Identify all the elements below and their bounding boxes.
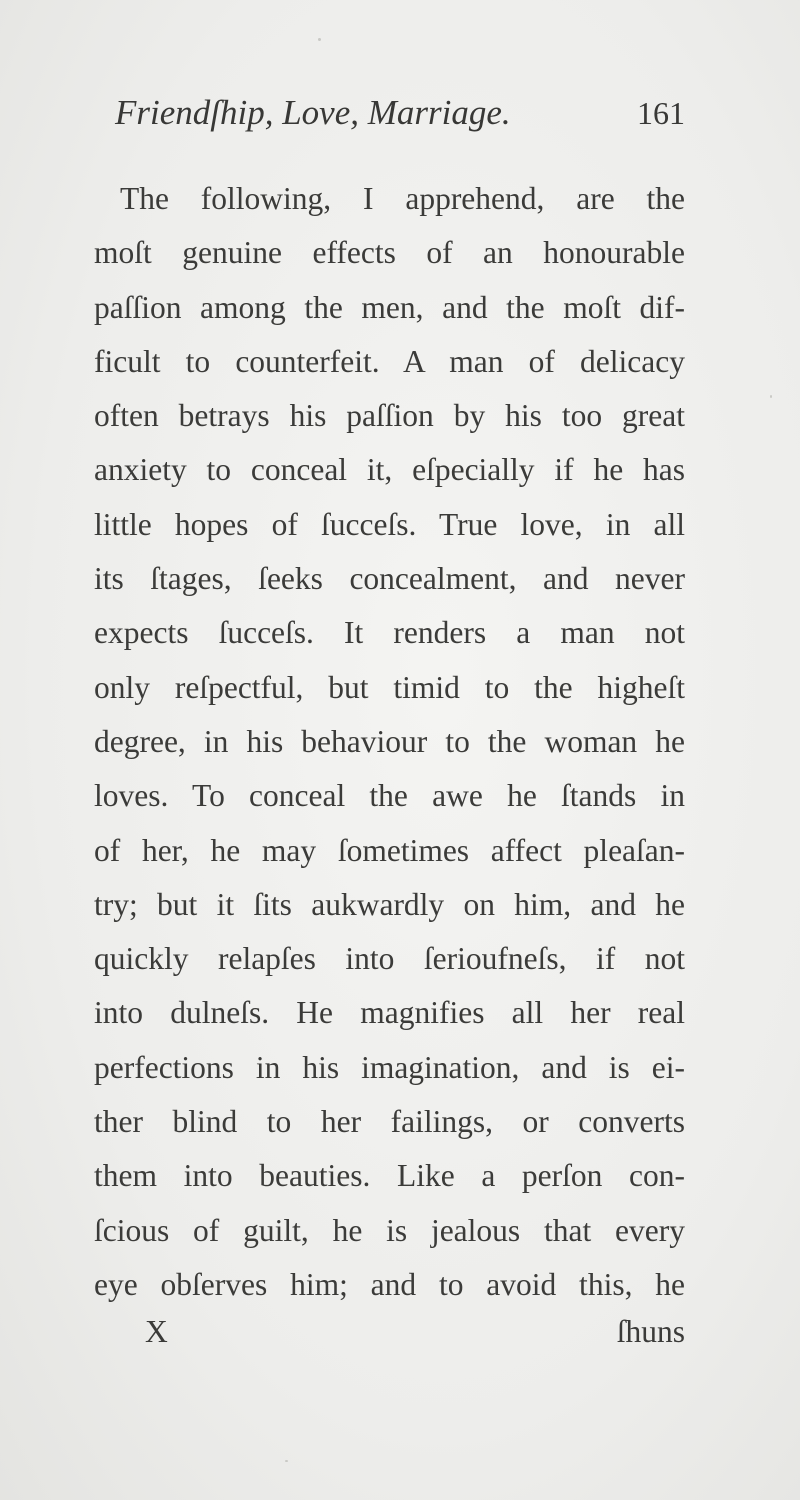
page-number: 161 (637, 95, 685, 131)
text-line: anxiety to conceal it, eſpecially if he has (94, 452, 685, 488)
text-line: of her, he may ſometimes affect pleaſan- (94, 832, 685, 868)
running-header (115, 92, 685, 134)
text-line: perfections in his imagination, and is ei- (94, 1049, 685, 1085)
paper-speck (770, 395, 772, 398)
body-text (94, 172, 685, 1312)
text-line: loves. To conceal the awe he ſtands in (94, 778, 685, 814)
text-line: paſſion among the men, and the moſt dif- (94, 289, 685, 325)
running-title: Friendſhip, Love, Marriage. (115, 93, 511, 132)
text-line: ſcious of guilt, he is jealous that every (94, 1212, 685, 1248)
text-line: its ſtages, ſeeks concealment, and never (94, 561, 685, 597)
paper-speck (285, 1460, 288, 1462)
signature-mark: X (145, 1314, 168, 1349)
text-line: only reſpectful, but timid to the higheſt (94, 669, 685, 705)
text-line: them into beauties. Like a perſon con- (94, 1158, 685, 1194)
paper-speck (318, 38, 321, 41)
text-line: expects ſucceſs. It renders a man not (94, 615, 685, 651)
text-line: eye obſerves him; and to avoid this, he (94, 1266, 685, 1302)
text-line: little hopes of ſucceſs. True love, in all (94, 506, 685, 542)
text-line: quickly relapſes into ſerioufneſs, if not (94, 941, 685, 977)
text-line: degree, in his behaviour to the woman he (94, 723, 685, 759)
page-footer (145, 1305, 685, 1359)
text-line: The following, I apprehend, are the (120, 181, 685, 216)
catchword: ſhuns (616, 1314, 685, 1349)
text-line: ther blind to her failings, or converts (94, 1104, 685, 1140)
text-line: try; but it ſits aukwardly on him, and he (94, 886, 685, 922)
text-line: ficult to counterfeit. A man of delicacy (94, 343, 685, 379)
text-line: into dulneſs. He magnifies all her real (94, 995, 685, 1031)
text-line: moſt genuine effects of an honourable (94, 235, 685, 271)
text-line: often betrays his paſſion by his too great (94, 398, 685, 434)
